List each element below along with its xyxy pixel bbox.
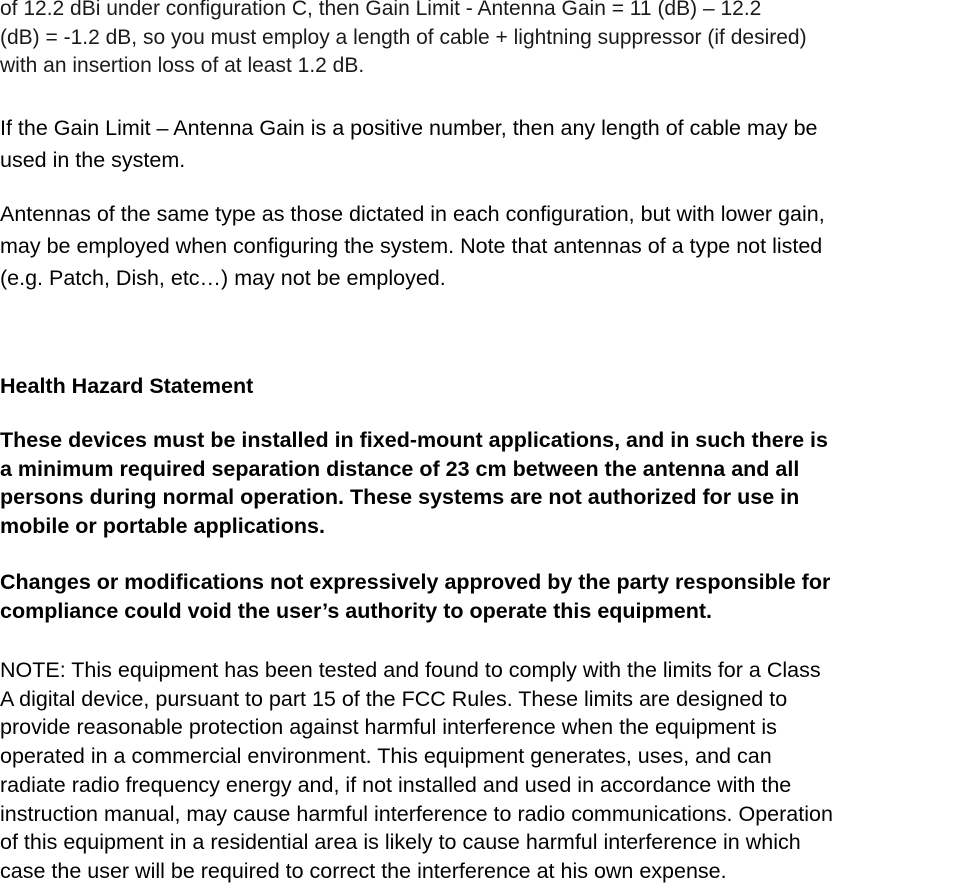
health-hazard-heading [0,372,967,400]
health-hazard-paragraph [0,426,967,540]
positive-gain-paragraph [0,112,967,176]
text-line: used in the system. [0,148,186,172]
text-line: (dB) = -1.2 dB, so you must employ a length of cable + lightning suppressor (if desired) [0,25,807,49]
text-line: A digital device, pursuant to part 15 of the FCC Rules. These limits are designed to [0,686,788,711]
text-line: (e.g. Patch, Dish, etc…) may not be employed. [0,266,446,290]
heading-text: Health Hazard Statement [0,374,254,398]
text-line: operated in a commercial environment. This equipment generates, uses, and can [0,744,772,769]
text-line: Antennas of the same type as those dictated in each configuration, but with lower gain, [0,202,825,226]
antenna-types-paragraph [0,198,967,294]
text-line: with an insertion loss of at least 1.2 dB. [0,54,365,77]
gain-calculation-paragraph [0,0,967,81]
text-line: of this equipment in a residential area is likely to cause harmful interference in which [0,830,801,855]
text-line: NOTE: This equipment has been tested and found to comply with the limits for a Class [0,658,821,682]
text-line: compliance could void the user’s authority to operate this equipment. [0,598,712,623]
text-line: Changes or modifications not expressively approved by the party responsible for [0,570,831,594]
modifications-warning-paragraph [0,568,967,625]
text-line: radiate radio frequency energy and, if not installed and used in accordance with the [0,772,792,797]
text-line: If the Gain Limit – Antenna Gain is a positive number, then any length of cable may be [0,116,818,140]
text-line: provide reasonable protection against harmful interference when the equipment is [0,715,777,740]
text-line: mobile or portable applications. [0,513,325,538]
text-line: a minimum required separation distance of 23 cm between the antenna and all [0,456,800,481]
text-line: case the user will be required to correct the interference at his own expense. [0,858,727,883]
text-line: persons during normal operation. These systems are not authorized for use in [0,485,800,509]
text-line: instruction manual, may cause harmful interference to radio communications. Operation [0,801,833,826]
text-line: may be employed when configuring the system. Note that antennas of a type not listed [0,234,823,258]
fcc-note-paragraph [0,656,967,886]
text-line: of 12.2 dBi under configuration C, then Gain Limit - Antenna Gain = 11 (dB) – 12.2 [0,0,762,20]
text-line: These devices must be installed in fixed-mount applications, and in such there is [0,428,828,452]
